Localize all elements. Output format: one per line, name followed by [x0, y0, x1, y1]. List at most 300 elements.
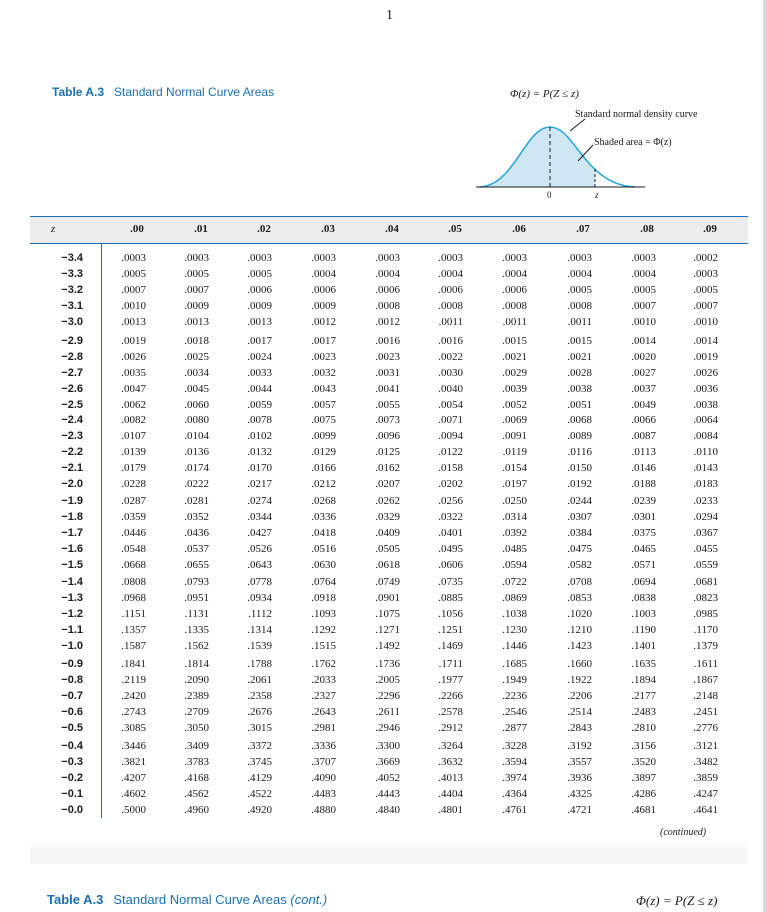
table-cell: .0582 [567, 559, 592, 572]
table-cell: .0749 [375, 576, 400, 588]
table-cell: .0485 [502, 543, 527, 556]
table-cell: .0021 [567, 351, 592, 364]
table-cell: .3594 [502, 756, 527, 769]
table-cell: .2514 [567, 706, 592, 719]
table-row [0, 755, 767, 771]
table-cell: .0022 [438, 351, 463, 364]
table-cell: .3192 [567, 740, 592, 752]
table-label: Table A.3 [52, 85, 105, 99]
table-cell: .0020 [631, 351, 656, 364]
table-cell: .1151 [121, 608, 146, 621]
row-z-label: −0.7 [61, 690, 83, 703]
table-row [0, 267, 767, 283]
table-cell: .3372 [247, 740, 272, 752]
table-cell: .0427 [247, 527, 272, 540]
table-cell: .0336 [311, 511, 336, 524]
table-row [0, 315, 767, 331]
table-cell: .0013 [184, 316, 209, 329]
table-cell: .0778 [247, 576, 272, 588]
table-cell: .0516 [311, 543, 336, 556]
continued-note: (continued) [660, 827, 707, 838]
table-header [30, 217, 748, 243]
shaded-area [480, 127, 595, 187]
row-z-label: −2.4 [61, 414, 83, 426]
table-cell: .0003 [247, 252, 272, 264]
table-cell: .0026 [121, 351, 146, 364]
table-cell: .0212 [311, 478, 336, 491]
table-cell: .1230 [502, 624, 527, 637]
table-cell: .2578 [438, 706, 463, 719]
table-cell: .0367 [693, 527, 718, 540]
table-row [0, 689, 767, 705]
table-cell: .1711 [438, 658, 463, 670]
table-cell: .0044 [247, 383, 272, 396]
table-cell: .3632 [438, 756, 463, 769]
table-cell: .0013 [121, 316, 146, 329]
table-cell: .3557 [567, 756, 592, 769]
table-cell: .2177 [631, 690, 656, 703]
table-cell: .0409 [375, 527, 400, 540]
table-row [0, 787, 767, 803]
table-cell: .2420 [121, 690, 146, 703]
table-cell: .1894 [631, 674, 656, 687]
table-cell: .0008 [438, 300, 463, 313]
table-cell: .0132 [247, 446, 272, 459]
table-cell: .0055 [375, 399, 400, 412]
table-cell: .0014 [631, 335, 656, 347]
table-cell: .0113 [631, 446, 656, 459]
table-cell: .0735 [438, 576, 463, 588]
table-cell: .3050 [184, 722, 209, 735]
table-cell: .0250 [502, 495, 527, 507]
table-cell: .4286 [631, 788, 656, 801]
table-cell: .0006 [311, 284, 336, 297]
table-cell: .2236 [502, 690, 527, 703]
table-cell: .0096 [375, 430, 400, 443]
z-label: z [595, 190, 599, 200]
table-cell: .0004 [375, 268, 400, 281]
table-row [0, 445, 767, 461]
table-cell: .1788 [247, 658, 272, 670]
table-row [0, 705, 767, 721]
table-cell: .0885 [438, 592, 463, 605]
table-cell: .1112 [248, 608, 272, 621]
table-cell: .1539 [247, 640, 272, 653]
table-cell: .0006 [375, 284, 400, 297]
table-cell: .0043 [311, 383, 336, 396]
table-cell: .1492 [375, 640, 400, 653]
table-cell: .4801 [438, 804, 463, 817]
table-cell: .0066 [631, 414, 656, 426]
table-cell: .2676 [247, 706, 272, 719]
table-cell: .4761 [502, 804, 527, 817]
table-cell: .0019 [121, 335, 146, 347]
table-cell: .0594 [502, 559, 527, 572]
table-cell: .0007 [121, 284, 146, 297]
table-cell: .0344 [247, 511, 272, 524]
table-cell: .0146 [631, 462, 656, 475]
table-cell: .2033 [311, 674, 336, 687]
table-cell: .0559 [693, 559, 718, 572]
table-cell: .2266 [438, 690, 463, 703]
table-cell: .0003 [438, 252, 463, 264]
table-cell: .0026 [693, 367, 718, 380]
table-cell: .1210 [567, 624, 592, 637]
row-z-label: −3.4 [61, 252, 83, 264]
table-row [0, 366, 767, 382]
row-z-label: −2.5 [61, 399, 83, 412]
table-cell: .2643 [311, 706, 336, 719]
table-cell: .0045 [184, 383, 209, 396]
table-cell: .0618 [375, 559, 400, 572]
density-label: Standard normal density curve [575, 109, 698, 120]
table-cell: .4404 [438, 788, 463, 801]
table-cell: .1587 [121, 640, 146, 653]
table-cell: .0174 [184, 462, 209, 475]
table-row [0, 494, 767, 510]
table-cell: .0166 [311, 462, 336, 475]
table-cell: .3974 [502, 772, 527, 785]
row-z-label: −1.4 [61, 576, 83, 588]
table-cell: .0037 [631, 383, 656, 396]
row-z-label: −2.8 [61, 351, 83, 364]
table-cell: .2090 [184, 674, 209, 687]
table-cell: .0005 [121, 268, 146, 281]
table-cell: .0080 [184, 414, 209, 426]
table-cell: .0281 [184, 495, 209, 507]
row-z-label: −3.2 [61, 284, 83, 297]
header-col: .03 [321, 223, 335, 235]
header-col: .05 [448, 223, 462, 235]
table-cell: .2611 [375, 706, 400, 719]
table-cell: .3300 [375, 740, 400, 752]
table-cell: .0089 [567, 430, 592, 443]
table-cell: .0630 [311, 559, 336, 572]
table-cell: .0526 [247, 543, 272, 556]
phi-formula: Φ(z) = P(Z ≤ z) [510, 88, 579, 100]
table-cell: .0104 [184, 430, 209, 443]
table-suffix-bottom: (cont.) [290, 892, 328, 907]
table-cell: .0021 [502, 351, 527, 364]
table-cell: .4920 [247, 804, 272, 817]
table-cell: .0025 [184, 351, 209, 364]
table-cell: .0764 [311, 576, 336, 588]
row-z-label: −1.6 [61, 543, 83, 556]
table-cell: .0122 [438, 446, 463, 459]
table-cell: .3156 [631, 740, 656, 752]
table-cell: .1867 [693, 674, 718, 687]
table-cell: .0455 [693, 543, 718, 556]
table-cell: .2119 [121, 674, 146, 687]
table-cell: .1762 [311, 658, 336, 670]
table-cell: .0119 [502, 446, 527, 459]
table-cell: .3409 [184, 740, 209, 752]
table-cell: .0294 [693, 511, 718, 524]
table-row [0, 558, 767, 574]
table-cell: .0052 [502, 399, 527, 412]
table-cell: .0003 [311, 252, 336, 264]
table-cell: .1056 [438, 608, 463, 621]
table-cell: .4443 [375, 788, 400, 801]
table-cell: .0041 [375, 383, 400, 396]
table-cell: .0003 [502, 252, 527, 264]
table-cell: .1423 [567, 640, 592, 653]
table-cell: .0268 [311, 495, 336, 507]
table-cell: .0073 [375, 414, 400, 426]
table-cell: .0011 [567, 316, 592, 329]
table-cell: .1131 [184, 608, 209, 621]
shaded-area-label: Shaded area = Φ(z) [594, 137, 672, 148]
table-cell: .0008 [502, 300, 527, 313]
table-cell: .0418 [311, 527, 336, 540]
table-cell: .0222 [184, 478, 209, 491]
table-cell: .0307 [567, 511, 592, 524]
table-cell: .0030 [438, 367, 463, 380]
table-cell: .0005 [567, 284, 592, 297]
table-cell: .0010 [693, 316, 718, 329]
table-cell: .0256 [438, 495, 463, 507]
table-cell: .0006 [247, 284, 272, 297]
table-cell: .0217 [247, 478, 272, 491]
header-col: .00 [130, 223, 144, 235]
table-cell: .0192 [567, 478, 592, 491]
row-z-label: −1.0 [61, 640, 83, 653]
row-z-label: −2.7 [61, 367, 83, 380]
row-z-label: −2.1 [61, 462, 83, 475]
table-cell: .0465 [631, 543, 656, 556]
table-cell: .0125 [375, 446, 400, 459]
row-z-label: −0.4 [61, 740, 83, 752]
table-cell: .0024 [247, 351, 272, 364]
table-cell: .4483 [311, 788, 336, 801]
table-cell: .0401 [438, 527, 463, 540]
table-caption-bottom [47, 892, 327, 907]
row-z-label: −2.3 [61, 430, 83, 443]
table-cell: .1401 [631, 640, 656, 653]
table-cell: .0793 [184, 576, 209, 588]
row-z-label: −0.1 [61, 788, 83, 801]
table-cell: .1814 [184, 658, 209, 670]
row-z-label: −0.8 [61, 674, 83, 687]
table-cell: .0202 [438, 478, 463, 491]
table-cell: .0239 [631, 495, 656, 507]
header-col: .06 [512, 223, 526, 235]
table-cell: .0668 [121, 559, 146, 572]
table-cell: .0495 [438, 543, 463, 556]
table-cell: .0004 [311, 268, 336, 281]
table-cell: .0006 [438, 284, 463, 297]
table-cell: .0005 [693, 284, 718, 297]
table-cell: .0571 [631, 559, 656, 572]
table-cell: .3520 [631, 756, 656, 769]
table-cell: .3228 [502, 740, 527, 752]
table-cell: .0853 [567, 592, 592, 605]
table-cell: .0110 [693, 446, 718, 459]
table-cell: .1660 [567, 658, 592, 670]
table-row [0, 299, 767, 315]
table-cell: .0314 [502, 511, 527, 524]
table-cell: .0038 [693, 399, 718, 412]
table-cell: .0136 [184, 446, 209, 459]
table-row [0, 623, 767, 639]
normal-curve-svg [470, 105, 730, 205]
table-cell: .0003 [121, 252, 146, 264]
table-cell: .0968 [121, 592, 146, 605]
table-cell: .0033 [247, 367, 272, 380]
table-cell: .4840 [375, 804, 400, 817]
table-cell: .4090 [311, 772, 336, 785]
table-cell: .0075 [311, 414, 336, 426]
table-cell: .4562 [184, 788, 209, 801]
page-break-band [30, 846, 748, 864]
table-cell: .0016 [375, 335, 400, 347]
table-cell: .0197 [502, 478, 527, 491]
table-cell: .0010 [631, 316, 656, 329]
table-cell: .2005 [375, 674, 400, 687]
table-row [0, 334, 767, 350]
table-cell: .0036 [693, 383, 718, 396]
table-cell: .0505 [375, 543, 400, 556]
table-cell: .0228 [121, 478, 146, 491]
table-cell: .0116 [567, 446, 592, 459]
row-z-label: −1.3 [61, 592, 83, 605]
table-cell: .0003 [693, 268, 718, 281]
table-cell: .4960 [184, 804, 209, 817]
table-cell: .0823 [693, 592, 718, 605]
row-z-label: −1.5 [61, 559, 83, 572]
table-cell: .0008 [567, 300, 592, 313]
table-cell: .0028 [567, 367, 592, 380]
table-cell: .0007 [184, 284, 209, 297]
table-cell: .3897 [631, 772, 656, 785]
table-cell: .0027 [631, 367, 656, 380]
table-cell: .0019 [693, 351, 718, 364]
table-row [0, 673, 767, 689]
table-cell: .4522 [247, 788, 272, 801]
table-cell: .2206 [567, 690, 592, 703]
table-cell: .1251 [438, 624, 463, 637]
table-cell: .0011 [502, 316, 527, 329]
table-cell: .2451 [693, 706, 718, 719]
table-cell: .0869 [502, 592, 527, 605]
row-z-label: −0.0 [61, 804, 83, 817]
table-cell: .0162 [375, 462, 400, 475]
table-cell: .0062 [121, 399, 146, 412]
table-cell: .0681 [693, 576, 718, 588]
header-col: .02 [257, 223, 271, 235]
table-cell: .0094 [438, 430, 463, 443]
table-cell: .3936 [567, 772, 592, 785]
table-cell: .0475 [567, 543, 592, 556]
table-cell: .4880 [311, 804, 336, 817]
table-cell: .2709 [184, 706, 209, 719]
table-cell: .0023 [375, 351, 400, 364]
table-cell: .4364 [502, 788, 527, 801]
table-cell: .0183 [693, 478, 718, 491]
row-z-label: −1.2 [61, 608, 83, 621]
table-cell: .0004 [502, 268, 527, 281]
table-cell: .0068 [567, 414, 592, 426]
header-col: .09 [703, 223, 717, 235]
table-cell: .0012 [375, 316, 400, 329]
density-pointer [570, 119, 585, 131]
table-cell: .0012 [311, 316, 336, 329]
table-cell: .0359 [121, 511, 146, 524]
table-cell: .2743 [121, 706, 146, 719]
table-row [0, 382, 767, 398]
table-cell: .0003 [184, 252, 209, 264]
table-cell: .0329 [375, 511, 400, 524]
table-cell: .0057 [311, 399, 336, 412]
table-cell: .4052 [375, 772, 400, 785]
table-cell: .2389 [184, 690, 209, 703]
table-cell: .0003 [375, 252, 400, 264]
row-z-label: −0.2 [61, 772, 83, 785]
table-row [0, 575, 767, 591]
table-cell: .2981 [311, 722, 336, 735]
table-cell: .0047 [121, 383, 146, 396]
table-cell: .0901 [375, 592, 400, 605]
table-cell: .0694 [631, 576, 656, 588]
table-cell: .0035 [121, 367, 146, 380]
table-cell: .0384 [567, 527, 592, 540]
table-cell: .0951 [184, 592, 209, 605]
table-cell: .2843 [567, 722, 592, 735]
table-cell: .0040 [438, 383, 463, 396]
table-row [0, 283, 767, 299]
row-z-label: −3.1 [61, 300, 83, 313]
table-row [0, 591, 767, 607]
table-row [0, 398, 767, 414]
table-cell: .0107 [121, 430, 146, 443]
table-cell: .0013 [247, 316, 272, 329]
table-cell: .0934 [247, 592, 272, 605]
header-rule [30, 243, 748, 244]
table-cell: .0708 [567, 576, 592, 588]
table-cell: .4721 [567, 804, 592, 817]
table-cell: .1292 [311, 624, 336, 637]
table-cell: .2546 [502, 706, 527, 719]
table-cell: .0071 [438, 414, 463, 426]
table-cell: .0007 [631, 300, 656, 313]
table-cell: .0375 [631, 527, 656, 540]
table-cell: .1093 [311, 608, 336, 621]
row-z-label: −0.6 [61, 706, 83, 719]
table-cell: .2327 [311, 690, 336, 703]
header-col: .01 [194, 223, 208, 235]
row-z-label: −1.8 [61, 511, 83, 524]
table-cell: .0150 [567, 462, 592, 475]
row-z-label: −3.3 [61, 268, 83, 281]
phi-formula-bottom: Φ(z) = P(Z ≤ z) [636, 893, 718, 908]
zero-label: 0 [547, 190, 552, 200]
table-cell: .0016 [438, 335, 463, 347]
table-cell: .0301 [631, 511, 656, 524]
table-cell: .0032 [311, 367, 336, 380]
table-cell: .0643 [247, 559, 272, 572]
header-col: .04 [385, 223, 399, 235]
table-cell: .0179 [121, 462, 146, 475]
table-cell: .0322 [438, 511, 463, 524]
table-title-bottom: Standard Normal Curve Areas [113, 892, 287, 907]
row-z-label: −0.3 [61, 756, 83, 769]
table-cell: .0352 [184, 511, 209, 524]
table-cell: .1314 [247, 624, 272, 637]
table-cell: .0011 [438, 316, 463, 329]
table-cell: .0244 [567, 495, 592, 507]
header-z: z [50, 223, 56, 235]
table-cell: .0099 [311, 430, 336, 443]
